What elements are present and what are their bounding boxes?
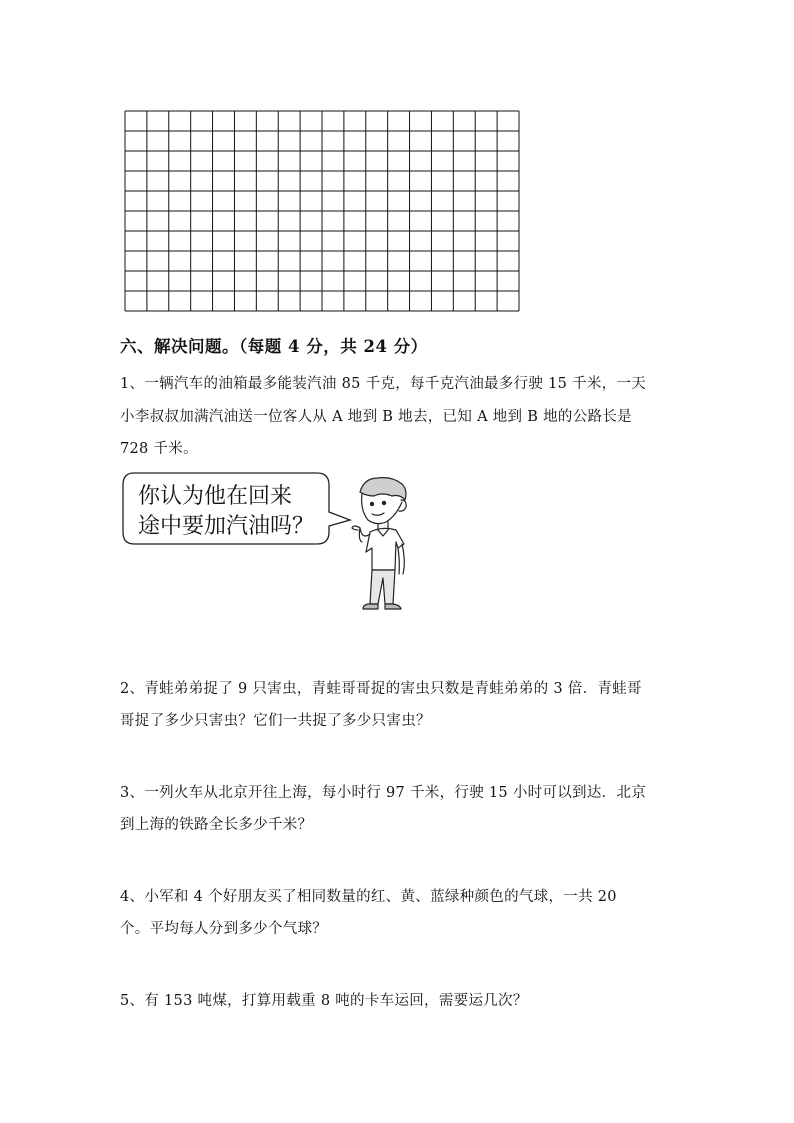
question-3-line-1: 3、一列火车从北京开往上海，每小时行 97 千米，行驶 15 小时可以到达．北京 bbox=[120, 785, 647, 801]
speech-bubble-line-1: 你认为他在回来 bbox=[138, 484, 293, 509]
question-4-line-2: 个。平均每人分到多少个气球？ bbox=[120, 921, 328, 937]
question-1-line-2: 小李叔叔加满汽油送一位客人从 A 地到 B 地去，已知 A 地到 B 地的公路长是 bbox=[120, 409, 632, 425]
illustration bbox=[120, 470, 420, 620]
question-3-line-2: 到上海的铁路全长多少千米？ bbox=[120, 817, 313, 833]
speech-bubble-line-2: 途中要加汽油吗？ bbox=[138, 514, 315, 539]
question-1-line-3: 728 千米。 bbox=[120, 441, 198, 457]
question-2-line-1: 2、青蛙弟弟捉了 9 只害虫，青蛙哥哥捉的害虫只数是青蛙弟弟的 3 倍．青蛙哥 bbox=[120, 681, 642, 697]
speech-bubble bbox=[123, 473, 350, 544]
question-2-line-2: 哥捉了多少只害虫？它们一共捉了多少只害虫？ bbox=[120, 713, 431, 729]
boy-figure bbox=[352, 478, 406, 609]
question-1-line-1: 1、一辆汽车的油箱最多能装汽油 85 千克，每千克汽油最多行驶 15 千米，一天 bbox=[120, 376, 647, 392]
answer-grid bbox=[124, 110, 520, 312]
question-4-line-1: 4、小军和 4 个好朋友买了相同数量的红、黄、蓝绿种颜色的气球，一共 20 bbox=[120, 889, 617, 905]
question-5-line-1: 5、有 153 吨煤，打算用载重 8 吨的卡车运回，需要运几次？ bbox=[120, 993, 528, 1009]
section-heading: 六、解决问题。（每题 4 分，共 24 分） bbox=[120, 337, 428, 356]
